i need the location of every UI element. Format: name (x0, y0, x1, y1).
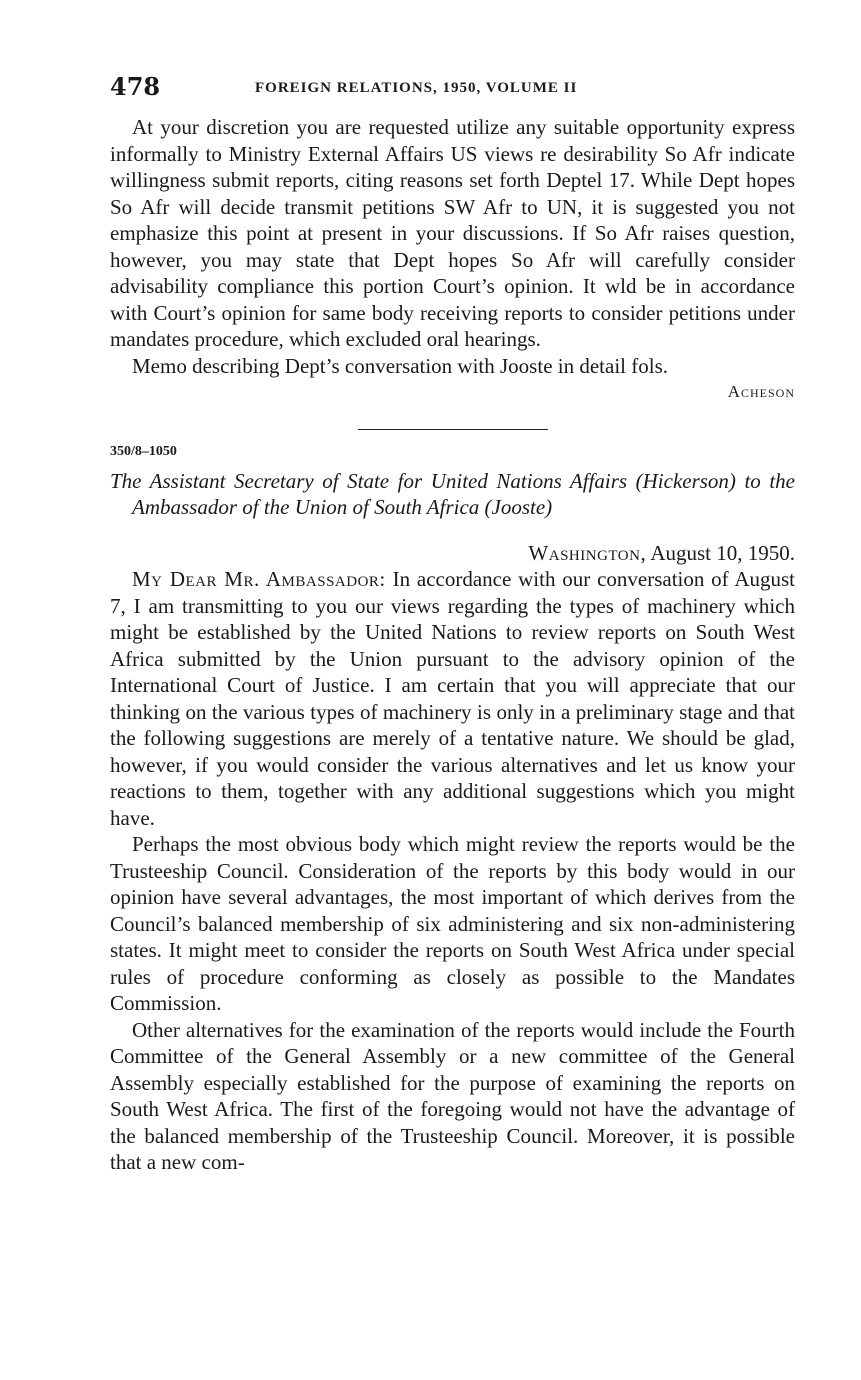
document-page (110, 72, 795, 1176)
document-heading: The Assistant Secretary of State for United Nations Affairs (Hickerson) to the Ambassador of the Union of South Africa (Jooste) (110, 469, 795, 519)
dateline-date: August 10, 1950. (650, 541, 795, 565)
page-number: 478 (110, 72, 161, 101)
dateline-city: Washington, (528, 541, 647, 565)
section-divider (358, 429, 548, 430)
letter-paragraph-1-body: In accordance with our conversation of August 7, I am transmitting to you our views regarding the types of machinery which might be established by the United Nations to review reports on South West Africa submitted by the Union pursuant to the advisory opinion of the International Court of Justice. I am certain that you will appreciate that our thinking on the various types of machinery is only in a preliminary stage and that the following suggestions are merely of a tentative nature. We should be glad, however, if you would consider the various alternatives and let us know your reactions to them, together with any additional suggestions which you might have. (110, 567, 796, 830)
salutation: My Dear Mr. Ambassador: (132, 567, 386, 591)
file-number: 350/8–1050 (110, 444, 177, 459)
dateline (110, 540, 795, 566)
telegram-paragraph-2: Memo describing Dept’s conversation with Jooste in detail fols. (132, 353, 668, 378)
letter-paragraph-3: Other alternatives for the examination of the reports would include the Fourth Committee of the General Assembly or a new committee of the General Assembly especially established for the purpose of examining the reports on South West Africa. The first of the foregoing would not have the advantage of the balanced membership of the Trusteeship Council. Moreover, it is possible that a new com- (110, 1017, 795, 1174)
running-title: FOREIGN RELATIONS, 1950, VOLUME II (255, 80, 578, 96)
running-head (110, 72, 795, 106)
letter-paragraph-2: Perhaps the most obvious body which might review the reports would be the Trusteeship Council. Consideration of the reports by this body would in our opinion have several advantages, the most important of which derives from the Council’s balanced membership of six administering and six non-administering states. It might meet to consider the reports on South West Africa under special rules of procedure conforming as closely as possible to the Mandates Commission. (110, 832, 795, 1015)
letter-paragraph-1 (110, 566, 795, 831)
telegram-signature: Acheson (727, 382, 795, 401)
telegram-paragraph-1: At your discretion you are requested utilize any suitable opportunity express informally to Ministry External Affairs US views re desirability So Afr indicate willingness submit reports, citing reasons set forth Deptel 17. While Dept hopes So Afr will decide transmit petitions SW Afr to UN, it is suggested you not emphasize this point at present in your discussions. If So Afr raises question, however, you may state that Dept hopes So Afr will carefully consider advisability compliance this portion Court’s opinion. It wld be in accordance with Court’s opinion for same body receiving reports to consider petitions under mandates procedure, which excluded oral hearings. (110, 115, 795, 351)
